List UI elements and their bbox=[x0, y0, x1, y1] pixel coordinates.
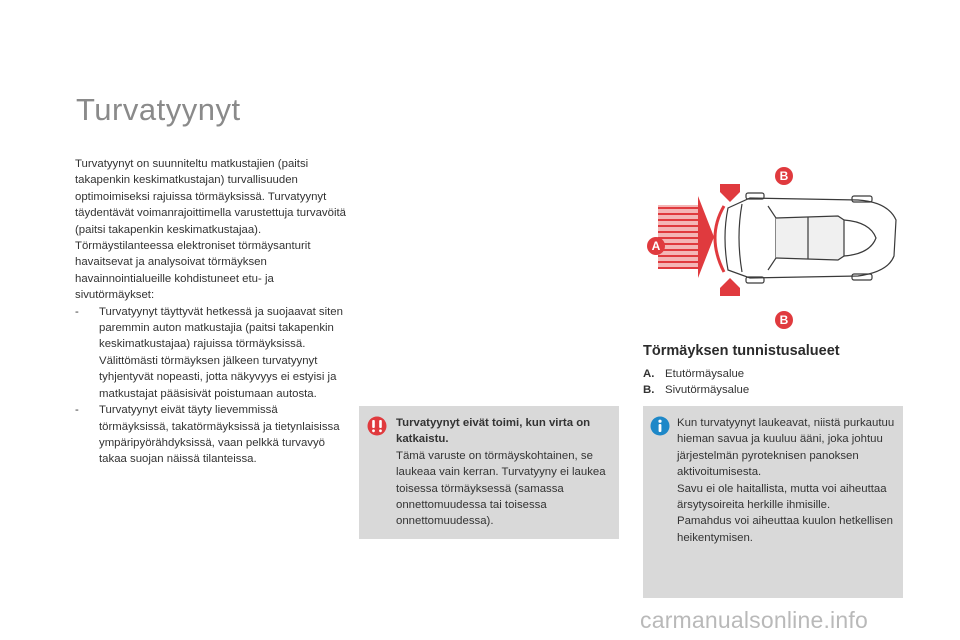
side-impact-arrow-bottom bbox=[720, 278, 740, 296]
watermark-link[interactable]: carmanualsonline.info bbox=[640, 607, 868, 633]
info-text-3: Pamahdus voi aiheuttaa kuulon hetkellisen heikentymisen. bbox=[677, 515, 893, 544]
label-a-marker bbox=[647, 237, 665, 255]
crash-zones-diagram bbox=[638, 160, 908, 340]
intro-paragraph-2: Törmäystilanteessa elektroniset törmäysanturit havaitsevat ja analysoivat törmäyksen havainnointialueille kohdistuneet etu- ja sivutörmäykset: bbox=[75, 240, 311, 302]
zones-list bbox=[643, 366, 749, 399]
zone-text: Sivutörmäysalue bbox=[665, 384, 750, 397]
warning-text: Tämä varuste on törmäyskohtainen, se laukeaa vain kerran. Turvatyyny ei laukea toisessa törmäyksessä (samassa onnettomuudessa tai toisessa onnettomuudessa). bbox=[396, 449, 606, 528]
intro-bullet-2: - Turvatyynyt eivät täyty lievemmissä törmäyksissä, takatörmäyksissä ja tietynlaisissa ympäripyörähdyksissä, vaan pelkkä turvavyö takaa suojan näissä tilanteissa. bbox=[75, 402, 347, 468]
front-zone-arc bbox=[715, 206, 724, 272]
zones-heading: Törmäyksen tunnistusalueet bbox=[643, 343, 840, 359]
warning-icon bbox=[367, 416, 387, 436]
info-box bbox=[643, 406, 903, 598]
label-a: A bbox=[651, 239, 661, 253]
side-impact-arrow-top bbox=[720, 184, 740, 202]
page-title: Turvatyynyt bbox=[76, 92, 241, 127]
intro-bullet-1: - Turvatyynyt täyttyvät hetkessä ja suojaavat siten paremmin auton matkustajia (paitsi takapenkin keskimatkustajaa) rajuissa törmäyksissä. Välittömästi törmäyksen jälkeen turvatyynyt tyhjentyvät nopeasti, jotta näkyvyys ei estyisi ja matkustajat pääsisivät poistumaan autosta. bbox=[75, 304, 347, 402]
info-text-2: Savu ei ole haitallista, mutta voi aiheuttaa ärsytysoireita herkille ihmisille. bbox=[677, 482, 887, 512]
intro-text bbox=[75, 156, 347, 468]
info-icon bbox=[650, 416, 670, 436]
car-top-view bbox=[725, 193, 896, 283]
zone-item bbox=[643, 366, 749, 382]
warning-title: Turvatyynyt eivät toimi, kun virta on katkaistu. bbox=[396, 417, 591, 446]
warning-box bbox=[359, 406, 619, 539]
zone-text: Etutörmäysalue bbox=[665, 368, 745, 380]
intro-bullet-list bbox=[75, 304, 347, 468]
intro-paragraph-1: Turvatyynyt on suunniteltu matkustajien (paitsi takapenkin keskimatkustajan) turvallisuuden optimoimiseksi rajuissa törmäyksissä. Turvatyynyt täydentävät voimanrajoittimella varustettuja turvavöitä (paitsi takapenkin keskimatkustajaa). bbox=[75, 158, 346, 236]
label-b-bottom: B bbox=[779, 313, 789, 327]
info-text-1: Kun turvatyynyt laukeavat, niistä purkautuu hieman savua ja kuuluu ääni, joka johtuu järjestelmän pyroteknisen panoksen aktivoitumisesta. bbox=[677, 417, 895, 479]
zone-letter: B. bbox=[643, 384, 655, 397]
label-b-top-marker bbox=[775, 167, 793, 185]
zone-item bbox=[643, 382, 749, 398]
label-b-bottom-marker bbox=[775, 311, 793, 329]
front-impact-arrow bbox=[658, 196, 714, 278]
label-b-top: B bbox=[779, 169, 789, 183]
zone-letter: A. bbox=[643, 368, 655, 380]
